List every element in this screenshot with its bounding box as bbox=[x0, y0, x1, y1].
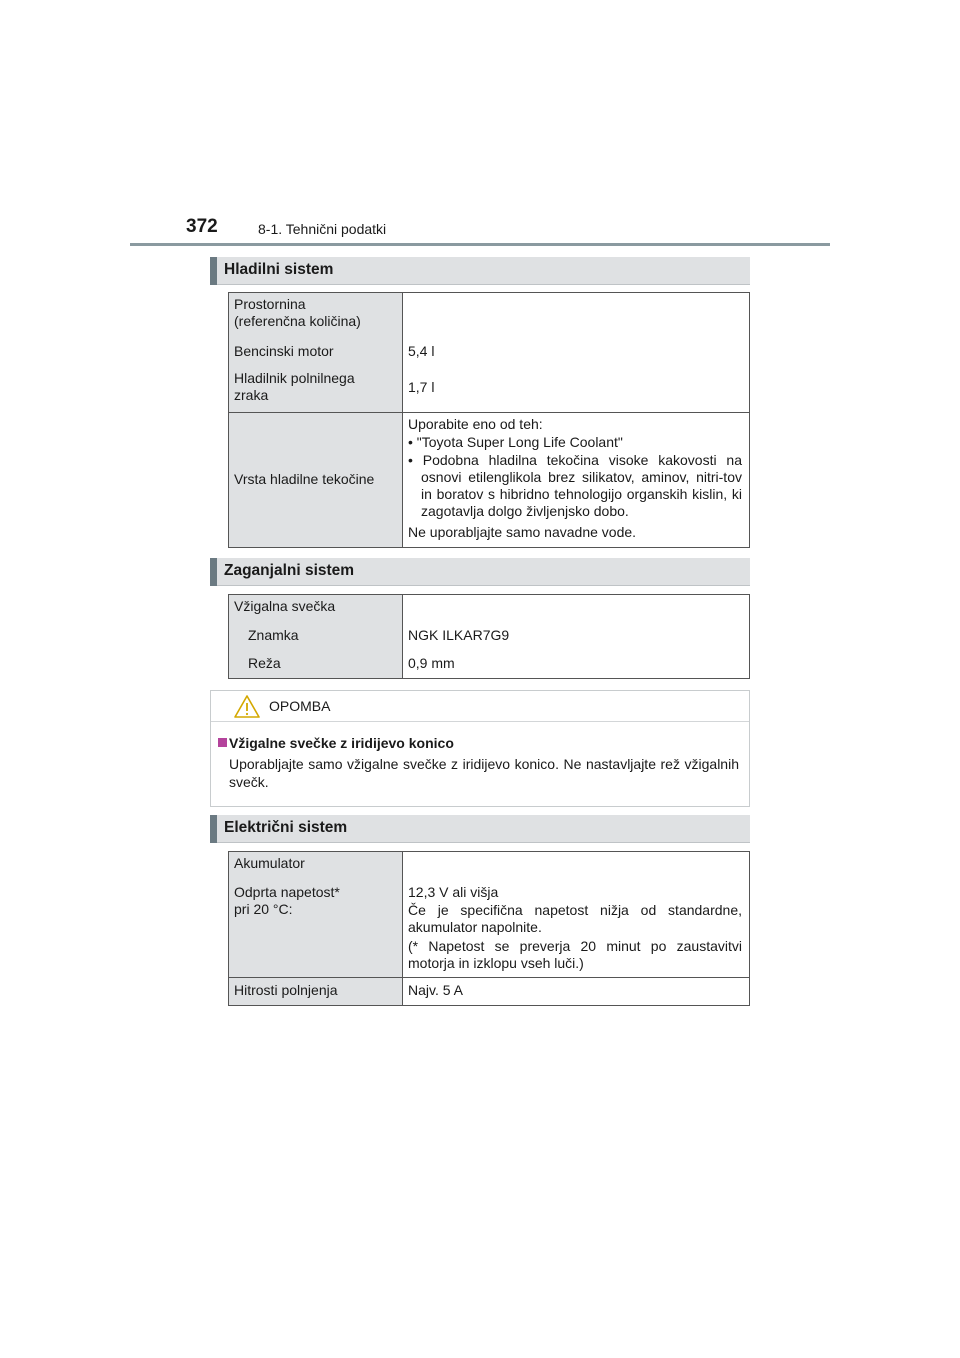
open-voltage-value: 12,3 V ali višja bbox=[408, 884, 499, 900]
coolant-note: Ne uporabljajte samo navadne vode. bbox=[408, 524, 637, 540]
charge-rate-value: Najv. 5 A bbox=[408, 982, 463, 998]
warning-icon bbox=[233, 694, 261, 719]
electrical-section-title: Električni sistem bbox=[224, 819, 348, 836]
gap-label: Reža bbox=[248, 655, 281, 671]
header-divider bbox=[130, 243, 830, 246]
table-row bbox=[229, 852, 750, 978]
coolant-bullet: • "Toyota Super Long Life Coolant" bbox=[408, 434, 623, 450]
note-label: OPOMBA bbox=[269, 698, 331, 714]
note-bullet-icon bbox=[218, 738, 227, 747]
gasoline-engine-value: 5,4 l bbox=[408, 343, 435, 359]
gap-value: 0,9 mm bbox=[408, 655, 455, 671]
intercooler-value: 1,7 l bbox=[408, 379, 435, 395]
section-marker bbox=[210, 257, 217, 285]
coolant-type-label: Vrsta hladilne tekočine bbox=[234, 471, 375, 487]
note-box bbox=[210, 690, 750, 807]
table-value-cell bbox=[403, 293, 750, 413]
table-label-cell bbox=[229, 413, 403, 548]
cooling-spec-table bbox=[228, 292, 750, 548]
table-row bbox=[229, 978, 750, 1006]
section-title: 8-1. Tehnični podatki bbox=[258, 221, 387, 237]
brand-value: NGK ILKAR7G9 bbox=[408, 627, 510, 643]
table-value-cell bbox=[403, 978, 750, 1006]
voltage-instruction: Če je specifična napetost nižja od standardne, akumulator napolnite. bbox=[408, 902, 742, 935]
battery-label: Akumulator bbox=[234, 855, 305, 871]
table-value-cell bbox=[403, 852, 750, 978]
note-heading: Vžigalne svečke z iridijevo konico bbox=[229, 735, 454, 751]
table-row bbox=[229, 293, 750, 413]
capacity-label: Prostornina (referenčna količina) bbox=[234, 296, 361, 329]
table-label-cell bbox=[229, 978, 403, 1006]
coolant-bullet: • Podobna hladilna tekočina visoke kakovosti na osnovi etilenglikola brez silikatov, aminov, nitri-tov in boratov s hibridno tehnologijo organskih kislin, ki zagotavlja dolgo življenjsko dobo. bbox=[408, 452, 742, 519]
table-value-cell bbox=[403, 413, 750, 548]
intercooler-label: Hladilnik polnilnega zraka bbox=[234, 370, 355, 403]
coolant-intro: Uporabite eno od teh: bbox=[408, 416, 543, 432]
ignition-section-header bbox=[210, 558, 750, 586]
note-text: Uporabljajte samo vžigalne svečke z iridijevo konico. Ne nastavljajte rež vžigalnih svečk. bbox=[229, 756, 739, 790]
section-marker bbox=[210, 558, 217, 586]
table-label-cell bbox=[229, 852, 403, 978]
section-marker bbox=[210, 815, 217, 843]
cooling-section-title: Hladilni sistem bbox=[224, 261, 334, 278]
electrical-section-header bbox=[210, 815, 750, 843]
table-label-cell bbox=[229, 293, 403, 413]
charge-rate-label: Hitrosti polnjenja bbox=[234, 982, 338, 998]
note-divider bbox=[211, 721, 749, 722]
page-number: 372 bbox=[186, 216, 218, 237]
table-label-cell bbox=[229, 595, 403, 679]
brand-label: Znamka bbox=[248, 627, 299, 643]
open-voltage-label: Odprta napetost* pri 20 °C: bbox=[234, 884, 340, 917]
electrical-spec-table bbox=[228, 851, 750, 1006]
gasoline-engine-label: Bencinski motor bbox=[234, 343, 334, 359]
cooling-section-header bbox=[210, 257, 750, 285]
voltage-footnote: (* Napetost se preverja 20 minut po zaustavitvi motorja in izklopu vseh luči.) bbox=[408, 938, 742, 971]
ignition-section-title: Zaganjalni sistem bbox=[224, 562, 355, 579]
ignition-spec-table bbox=[228, 594, 750, 679]
table-row bbox=[229, 413, 750, 548]
table-row bbox=[229, 595, 750, 679]
table-value-cell bbox=[403, 595, 750, 679]
spark-plug-label: Vžigalna svečka bbox=[234, 598, 336, 614]
